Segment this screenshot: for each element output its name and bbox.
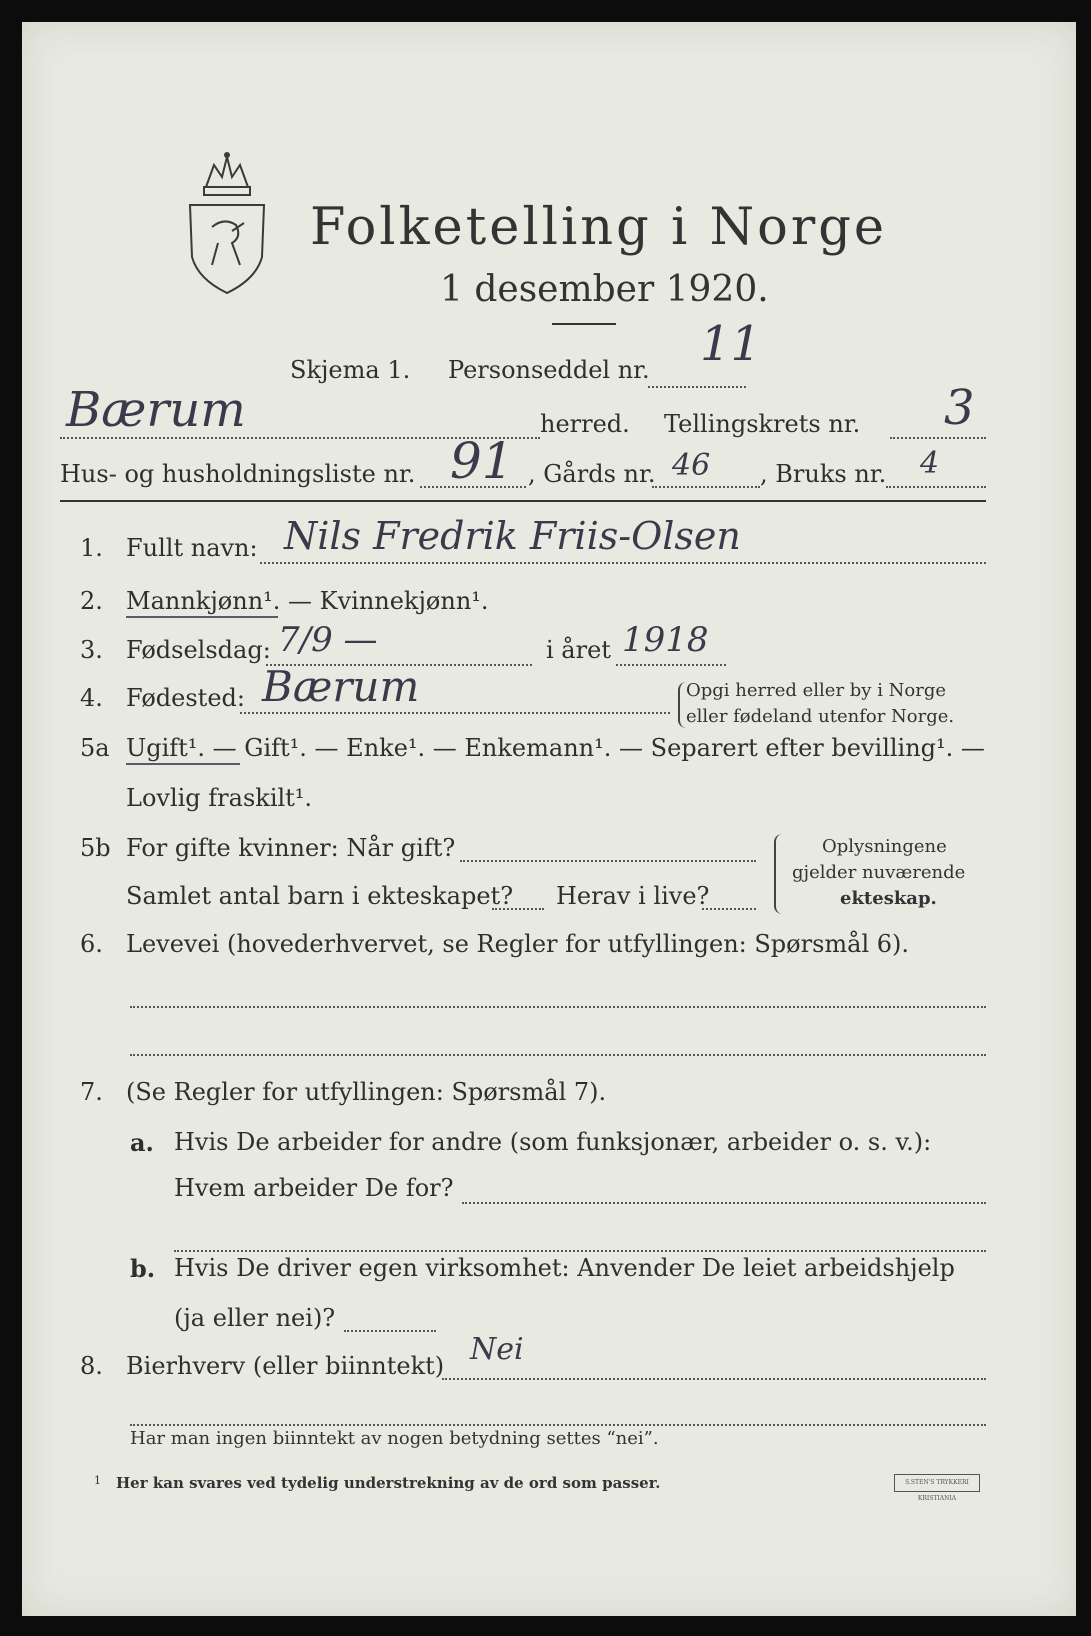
gards-line xyxy=(652,486,760,488)
q5b-when-line xyxy=(460,860,756,862)
herred-label: herred. xyxy=(540,410,630,438)
q2-label: Mannkjønn¹. — Kvinnekjønn¹. xyxy=(126,587,489,615)
q7a-line xyxy=(462,1202,986,1204)
footnote-mark: 1 xyxy=(94,1474,101,1487)
q2-number: 2. xyxy=(80,587,103,615)
printer-stamp: S.STEN'S TRYKKERI KRISTIANIA xyxy=(894,1474,980,1492)
q5b-note-line1: Oplysningene xyxy=(822,836,947,857)
q7b-label: Hvis De driver egen virksomhet: Anvender De leiet arbeidshjelp xyxy=(174,1254,955,1282)
q4-label: Fødested: xyxy=(126,684,245,712)
q7a-label-2: Hvem arbeider De for? xyxy=(174,1174,454,1202)
q1-label: Fullt navn: xyxy=(126,534,258,562)
personseddel-label: Personseddel nr. xyxy=(448,356,650,384)
q5b-label: For gifte kvinner: Når gift? xyxy=(126,834,456,862)
q4-note-line1: Opgi herred eller by i Norge xyxy=(686,680,947,701)
skjema-label: Skjema 1. xyxy=(290,356,411,384)
bruks-label: , Bruks nr. xyxy=(760,460,887,488)
q3-number: 3. xyxy=(80,636,103,664)
form-date: 1 desember 1920. xyxy=(440,269,769,310)
q3-year-value[interactable]: 1918 xyxy=(622,620,709,660)
q2-underline-mannkjonn xyxy=(126,616,278,618)
footer-note: Har man ingen biinntekt av nogen betydning settes “nei”. xyxy=(130,1428,659,1449)
q7a-line-2 xyxy=(174,1250,986,1252)
q5b-note-bracket xyxy=(774,834,782,914)
q5b-note-line3: ekteskap. xyxy=(840,888,937,909)
gards-label: , Gårds nr. xyxy=(528,460,656,488)
q4-note-line2: eller fødeland utenfor Norge. xyxy=(686,706,955,727)
hus-label: Hus- og husholdningsliste nr. xyxy=(60,460,416,488)
q1-value[interactable]: Nils Fredrik Friis-Olsen xyxy=(284,514,741,558)
tellingskrets-label: Tellingskrets nr. xyxy=(664,410,861,438)
gards-value[interactable]: 46 xyxy=(672,448,711,483)
q3-year-line xyxy=(616,664,726,666)
q1-number: 1. xyxy=(80,534,103,562)
q8-value[interactable]: Nei xyxy=(470,1332,524,1367)
q5b-alive-line xyxy=(702,908,756,910)
q5b-note-line2: gjelder nuværende xyxy=(792,862,966,883)
q5a-label-2: Lovlig fraskilt¹. xyxy=(126,784,313,812)
q5b-number: 5b xyxy=(80,834,111,862)
q7-label: (Se Regler for utfyllingen: Spørsmål 7). xyxy=(126,1078,607,1106)
q1-line xyxy=(260,562,986,564)
q7-number: 7. xyxy=(80,1078,103,1106)
footnote-text: Her kan svares ved tydelig understrekning av de ord som passer. xyxy=(116,1474,661,1492)
census-form-page xyxy=(22,22,1076,1616)
q5b-alive-label: Herav i live? xyxy=(556,882,710,910)
q6-line-1 xyxy=(130,1006,986,1008)
q8-label: Bierhverv (eller biinntekt) xyxy=(126,1352,445,1380)
bruks-line xyxy=(886,486,986,488)
q4-line xyxy=(240,712,670,714)
q5b-children-label: Samlet antal barn i ekteskapet? xyxy=(126,882,514,910)
q8-line xyxy=(442,1378,986,1380)
herred-value[interactable]: Bærum xyxy=(66,382,246,438)
q7a-label: Hvis De arbeider for andre (som funksjonær, arbeider o. s. v.): xyxy=(174,1128,932,1156)
tellingskrets-line xyxy=(890,437,986,439)
title-divider xyxy=(552,323,616,325)
q8-line-2 xyxy=(130,1424,986,1426)
q4-note-bracket xyxy=(678,682,686,728)
q4-value[interactable]: Bærum xyxy=(262,662,420,711)
form-title: Folketelling i Norge xyxy=(310,198,888,257)
q5a-underline-ugift xyxy=(126,763,240,765)
q8-number: 8. xyxy=(80,1352,103,1380)
q4-number: 4. xyxy=(80,684,103,712)
q7a-letter: a. xyxy=(130,1128,154,1157)
q3-value[interactable]: 7/9 — xyxy=(278,620,378,660)
tellingskrets-value[interactable]: 3 xyxy=(944,380,975,436)
q6-label: Levevei (hovederhvervet, se Regler for utfyllingen: Spørsmål 6). xyxy=(126,930,910,958)
header-rule xyxy=(60,500,986,502)
bruks-value[interactable]: 4 xyxy=(920,446,940,481)
q5b-children-line xyxy=(492,908,544,910)
q6-line-2 xyxy=(130,1054,986,1056)
q5a-label: Ugift¹. — Gift¹. — Enke¹. — Enkemann¹. — Separert efter bevilling¹. — xyxy=(126,734,985,762)
q3-label: Fødselsdag: xyxy=(126,636,271,664)
coat-of-arms-icon xyxy=(184,147,270,297)
q6-number: 6. xyxy=(80,930,103,958)
hus-value[interactable]: 91 xyxy=(450,432,514,490)
personseddel-line xyxy=(648,386,746,388)
q7b-line xyxy=(344,1330,436,1332)
q5a-number: 5a xyxy=(80,734,110,762)
q7b-letter: b. xyxy=(130,1254,156,1283)
personseddel-value[interactable]: 11 xyxy=(700,316,762,372)
q3-year-label: i året xyxy=(546,636,611,664)
q7b-label-2: (ja eller nei)? xyxy=(174,1304,336,1332)
